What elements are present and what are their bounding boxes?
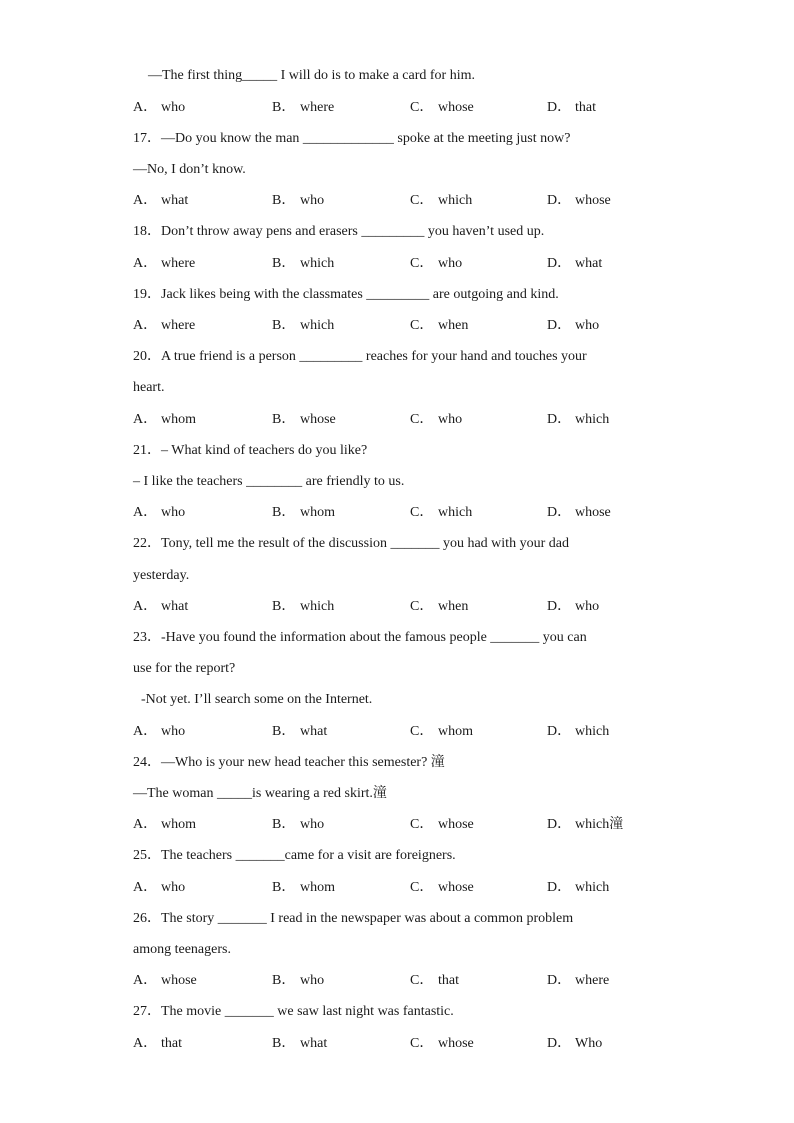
option-d: D． which xyxy=(547,724,610,739)
option-b: B． whom xyxy=(272,880,335,895)
option-c: C． which xyxy=(410,193,473,208)
q24-stem: 24．—Who is your new head teacher this semester? 潼 xyxy=(133,755,445,770)
option-b: B． which xyxy=(272,599,335,614)
q22-stem-cont: yesterday. xyxy=(133,568,190,583)
option-d: D． where xyxy=(547,973,610,988)
q19-options xyxy=(133,316,653,336)
option-b: B． whose xyxy=(272,412,336,427)
option-c: C． whose xyxy=(410,100,474,115)
q27-stem: 27．The movie _______ we saw last night was fantastic. xyxy=(133,1004,454,1019)
q22-stem: 22．Tony, tell me the result of the discussion _______ you had with your dad xyxy=(133,536,569,551)
option-c: C． whose xyxy=(410,880,474,895)
q21-stem: 21．– What kind of teachers do you like? xyxy=(133,443,368,458)
q27-options xyxy=(133,1034,653,1054)
option-a: A． what xyxy=(133,599,189,614)
option-d: D． that xyxy=(547,100,596,115)
option-d: D． who xyxy=(547,318,600,333)
q17-stem: 17．—Do you know the man _____________ spoke at the meeting just now? xyxy=(133,131,571,146)
option-d: D． whose xyxy=(547,505,611,520)
q26-options xyxy=(133,971,653,991)
option-c: C． who xyxy=(410,412,463,427)
option-c: C． when xyxy=(410,318,469,333)
q20-stem: 20．A true friend is a person _________ reaches for your hand and touches your xyxy=(133,349,587,364)
option-c: C． whom xyxy=(410,724,473,739)
option-b: B． which xyxy=(272,256,335,271)
q19-stem: 19．Jack likes being with the classmates _________ are outgoing and kind. xyxy=(133,287,559,302)
option-d: D． Who xyxy=(547,1036,603,1051)
option-d: D． which xyxy=(547,412,610,427)
q18-stem: 18．Don’t throw away pens and erasers _________ you haven’t used up. xyxy=(133,224,545,239)
option-c: C． which xyxy=(410,505,473,520)
q17-options xyxy=(133,191,653,211)
q24-options xyxy=(133,815,653,835)
q16-options xyxy=(133,98,653,118)
q21-options xyxy=(133,503,653,523)
option-a: A． that xyxy=(133,1036,182,1051)
option-c: C． whose xyxy=(410,1036,474,1051)
q16-stem: —The first thing_____ I will do is to make a card for him. xyxy=(148,68,475,83)
q23-reply: -Not yet. I’ll search some on the Internet. xyxy=(141,692,373,707)
option-a: A． whose xyxy=(133,973,197,988)
option-c: C． that xyxy=(410,973,459,988)
option-b: B． which xyxy=(272,318,335,333)
q25-options xyxy=(133,878,653,898)
q18-options xyxy=(133,254,653,274)
q24-reply: —The woman _____is wearing a red skirt.潼 xyxy=(133,786,387,801)
option-d: D． which潼 xyxy=(547,817,624,832)
q22-options xyxy=(133,597,653,617)
option-a: A． where xyxy=(133,256,196,271)
option-b: B． whom xyxy=(272,505,335,520)
q20-options xyxy=(133,410,653,430)
q17-reply: —No, I don’t know. xyxy=(133,162,246,177)
q23-stem: 23．-Have you found the information about the famous people _______ you can xyxy=(133,630,587,645)
option-b: B． who xyxy=(272,973,325,988)
option-d: D． what xyxy=(547,256,603,271)
option-a: A． what xyxy=(133,193,189,208)
q21-reply: – I like the teachers ________ are friendly to us. xyxy=(133,474,405,489)
option-b: B． what xyxy=(272,724,328,739)
option-a: A． who xyxy=(133,880,186,895)
q23-stem-cont: use for the report? xyxy=(133,661,236,676)
q25-stem: 25．The teachers _______came for a visit are foreigners. xyxy=(133,848,456,863)
q20-stem-cont: heart. xyxy=(133,380,165,395)
option-c: C． whose xyxy=(410,817,474,832)
option-a: A． whom xyxy=(133,412,196,427)
option-b: B． who xyxy=(272,817,325,832)
option-b: B． where xyxy=(272,100,335,115)
option-d: D． who xyxy=(547,599,600,614)
option-a: A． who xyxy=(133,505,186,520)
q26-stem: 26．The story _______ I read in the newspaper was about a common problem xyxy=(133,911,574,926)
option-a: A． who xyxy=(133,100,186,115)
q23-options xyxy=(133,722,653,742)
option-d: D． whose xyxy=(547,193,611,208)
q26-stem-cont: among teenagers. xyxy=(133,942,231,957)
option-c: C． when xyxy=(410,599,469,614)
option-d: D． which xyxy=(547,880,610,895)
option-a: A． who xyxy=(133,724,186,739)
option-b: B． who xyxy=(272,193,325,208)
option-c: C． who xyxy=(410,256,463,271)
option-b: B． what xyxy=(272,1036,328,1051)
option-a: A． whom xyxy=(133,817,196,832)
option-a: A． where xyxy=(133,318,196,333)
